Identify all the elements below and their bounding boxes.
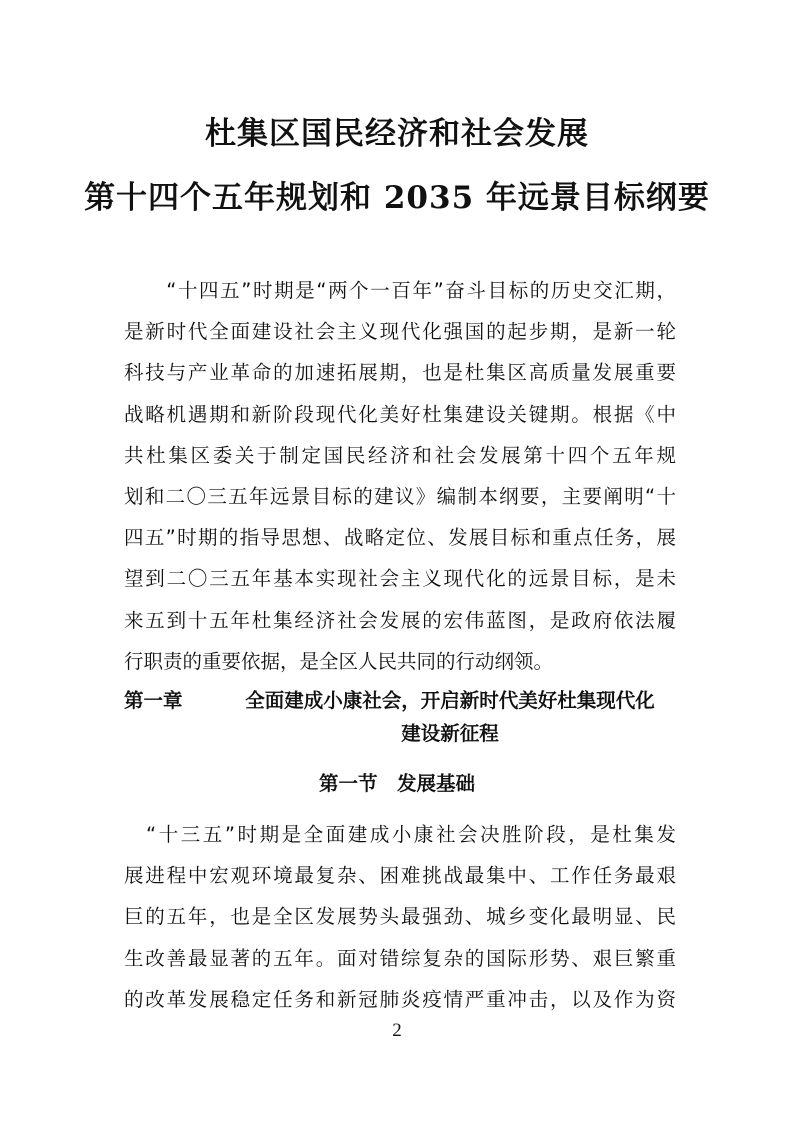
- chapter-title-line-1: 全面建成小康社会，开启新时代美好杜集现代化: [245, 689, 655, 712]
- chapter-number: 第一章: [124, 689, 183, 712]
- chapter-heading: [124, 684, 676, 750]
- intro-paragraph: [124, 270, 676, 682]
- section-heading: 第一节 发展基础: [318, 772, 475, 795]
- document-title-line-1: 杜集区国民经济和社会发展: [205, 116, 589, 152]
- section-paragraph: [124, 814, 676, 1020]
- text-line: 生改善最显著的五年。面对错综复杂的国际形势、艰巨繁重: [124, 946, 676, 970]
- page-number: 2: [392, 1020, 402, 1041]
- text-line: 划和二〇三五年远景目标的建议》编制本纲要，主要阐明“十: [124, 485, 676, 509]
- text-line: 展进程中宏观环境最复杂、困难挑战最集中、工作任务最艰: [124, 864, 676, 888]
- text-line: 的改革发展稳定任务和新冠肺炎疫情严重冲击，以及作为资: [124, 987, 676, 1011]
- text-line: “十四五”时期是“两个一百年”奋斗目标的历史交汇期，: [124, 279, 676, 302]
- text-line: 巨的五年，也是全区发展势头最强劲、城乡变化最明显、民: [124, 905, 676, 929]
- text-line: 望到二〇三五年基本实现社会主义现代化的远景目标，是未: [124, 567, 676, 591]
- text-line: 行职责的重要依据，是全区人民共同的行动纲领。: [124, 649, 554, 673]
- text-line: 共杜集区委关于制定国民经济和社会发展第十四个五年规: [124, 443, 676, 467]
- text-line: “十三五”时期是全面建成小康社会决胜阶段，是杜集发: [124, 823, 676, 846]
- text-line: 战略机遇期和新阶段现代化美好杜集建设关键期。根据《中: [124, 402, 676, 426]
- text-line: 来五到十五年杜集经济社会发展的宏伟蓝图，是政府依法履: [124, 608, 676, 632]
- text-line: 四五”时期的指导思想、战略定位、发展目标和重点任务，展: [124, 526, 676, 550]
- text-line: 是新时代全面建设社会主义现代化强国的起步期，是新一轮: [124, 320, 676, 344]
- text-line: 科技与产业革命的加速拓展期，也是杜集区高质量发展重要: [124, 361, 676, 385]
- chapter-title-line-2: 建设新征程: [401, 722, 499, 745]
- document-title-line-2: 第十四个五年规划和 2035 年远景目标纲要: [84, 180, 710, 216]
